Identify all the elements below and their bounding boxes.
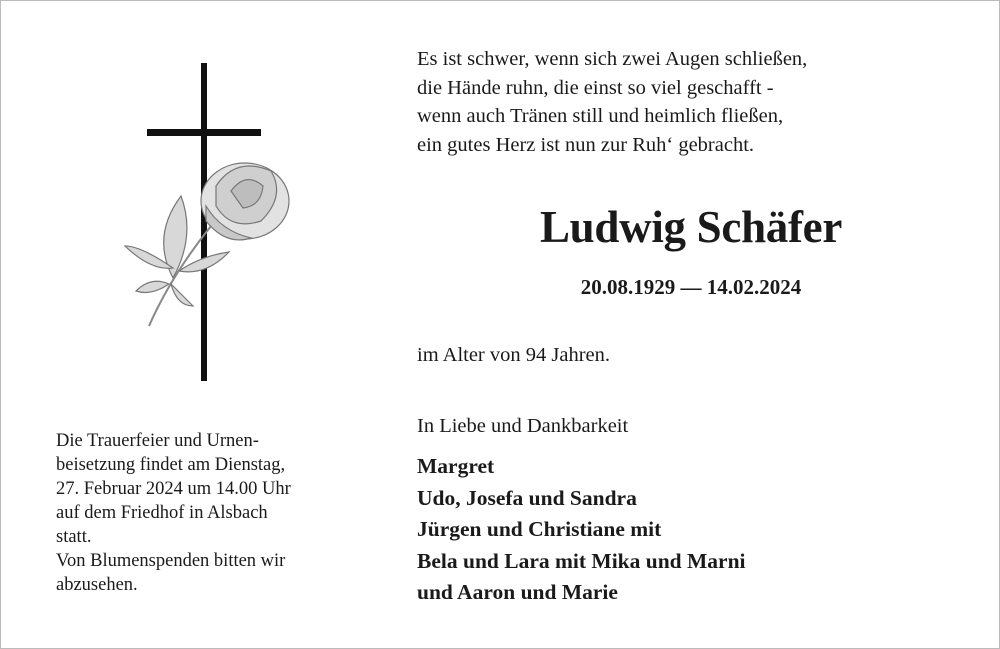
mourner: Jürgen und Christiane mit — [417, 517, 662, 542]
cross-with-rose-icon — [111, 56, 301, 391]
cross-horizontal-bar — [147, 129, 261, 136]
info-line: abzusehen. — [56, 575, 138, 595]
info-line: auf dem Friedhof in Alsbach — [56, 503, 268, 523]
mourner: Udo, Josefa und Sandra — [417, 485, 637, 510]
mourners-list — [417, 451, 746, 609]
poem-line: ein gutes Herz ist nun zur Ruh‘ gebracht. — [417, 133, 755, 156]
info-line: beisetzung findet am Dienstag, — [56, 455, 286, 475]
funeral-info — [56, 429, 291, 597]
mourners-intro: In Liebe und Dankbarkeit — [417, 415, 629, 437]
poem-line: Es ist schwer, wenn sich zwei Augen schließen, — [417, 48, 808, 70]
info-line: Von Blumenspenden bitten wir — [56, 551, 286, 571]
poem — [417, 45, 807, 159]
mourner: Bela und Lara mit Mika und Marni — [417, 548, 746, 573]
info-line: statt. — [56, 527, 92, 547]
age-text: im Alter von 94 Jahren. — [417, 344, 611, 366]
info-line: Die Trauerfeier und Urnen- — [56, 431, 259, 451]
deceased-name: Ludwig Schäfer — [539, 202, 843, 252]
mourner: und Aaron und Marie — [417, 580, 618, 605]
mourner: Margret — [417, 454, 495, 478]
poem-line: wenn auch Tränen still und heimlich fließen, — [417, 105, 784, 128]
info-line: 27. Februar 2024 um 14.00 Uhr — [56, 479, 291, 499]
poem-line: die Hände ruhn, die einst so viel geschafft - — [417, 76, 774, 99]
life-dates: 20.08.1929 — 14.02.2024 — [580, 275, 802, 299]
